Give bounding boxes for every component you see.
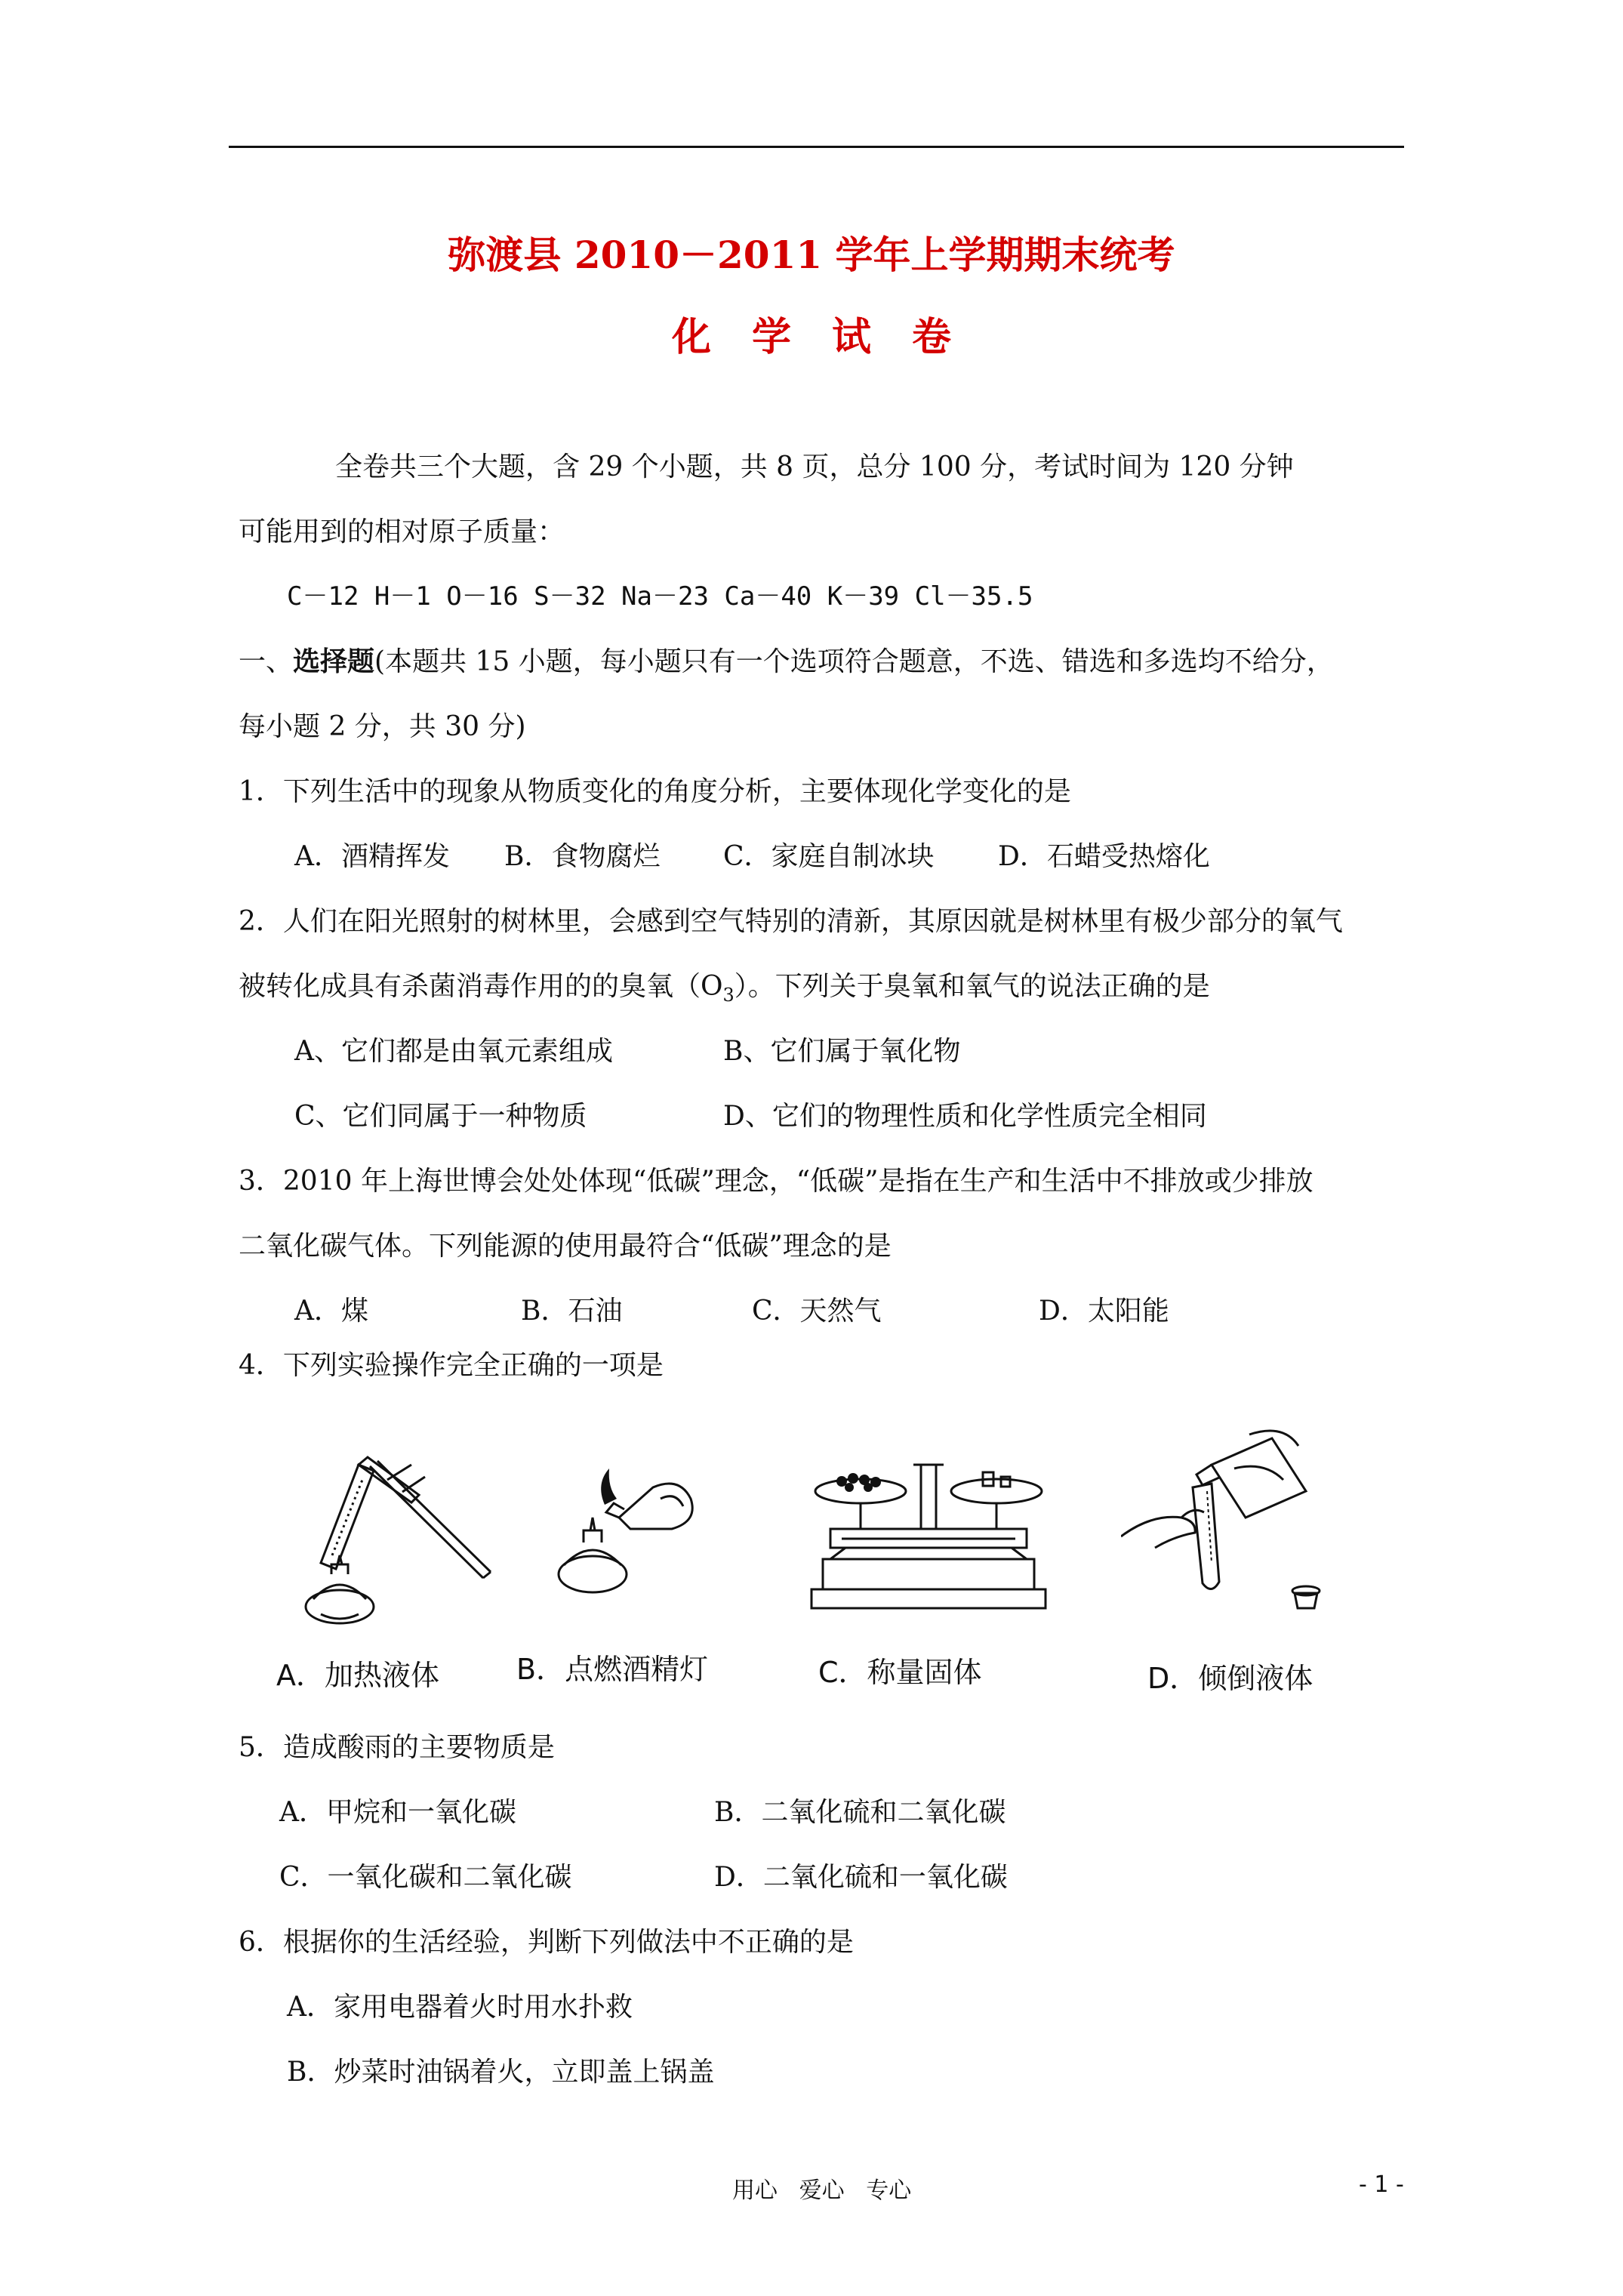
section-rules: (本题共 15 小题，每小题只有一个选项符合题意，不选、错选和多选均不给分， bbox=[374, 646, 1334, 677]
q3-option-a: A．煤 bbox=[294, 1296, 368, 1327]
q1-option-c: C．家庭自制冰块 bbox=[723, 841, 935, 872]
question-3-stem-line2: 二氧化碳气体。下列能源的使用最符合“低碳”理念的是 bbox=[239, 1231, 892, 1262]
q2-option-d: D、它们的物理性质和化学性质完全相同 bbox=[723, 1101, 1207, 1132]
q3-option-b: B．石油 bbox=[521, 1296, 623, 1327]
q4-option-d: D．倾倒液体 bbox=[1147, 1662, 1313, 1695]
question-4-stem: 4．下列实验操作完全正确的一项是 bbox=[239, 1350, 664, 1381]
q1-option-d: D．石蜡受热熔化 bbox=[998, 841, 1210, 872]
figure-pouring-liquid bbox=[1121, 1423, 1340, 1612]
q2-option-a: A、它们都是由氧元素组成 bbox=[294, 1036, 613, 1067]
q3-option-c: C．天然气 bbox=[752, 1296, 882, 1327]
figure-weighing-solid bbox=[808, 1450, 1049, 1616]
question-2-stem-line1: 2．人们在阳光照射的树林里，会感到空气特别的清新，其原因就是树林里有极少部分的氧气 bbox=[239, 906, 1343, 937]
q1-option-a: A．酒精挥发 bbox=[294, 841, 450, 872]
q4-option-b: B．点燃酒精灯 bbox=[516, 1653, 709, 1686]
q5-option-d: D．二氧化硫和一氧化碳 bbox=[714, 1862, 1008, 1893]
exam-subtitle: 化学试卷 bbox=[671, 314, 992, 360]
q2-stem-part2: ）。下列关于臭氧和氧气的说法正确的是 bbox=[734, 971, 1210, 1002]
q5-option-a: A．甲烷和一氧化碳 bbox=[279, 1797, 516, 1828]
section-heading bbox=[239, 640, 1334, 679]
question-5-stem: 5．造成酸雨的主要物质是 bbox=[239, 1732, 555, 1763]
q2-option-b: B、它们属于氧化物 bbox=[723, 1036, 961, 1067]
intro-line: 全卷共三个大题，含 29 个小题，共 8 页，总分 100 分，考试时间为 120 分钟 bbox=[335, 451, 1294, 482]
q6-option-a: A．家用电器着火时用水扑救 bbox=[287, 1992, 633, 2023]
footer-motto: 用心 爱心 专心 bbox=[732, 2177, 912, 2204]
q3-option-d: D．太阳能 bbox=[1039, 1296, 1169, 1327]
section-number: 一、 bbox=[239, 646, 294, 677]
figure-lighting-lamp bbox=[547, 1446, 721, 1604]
q6-option-b: B．炒菜时油锅着火，立即盖上锅盖 bbox=[287, 2057, 715, 2088]
q5-option-b: B．二氧化硫和二氧化碳 bbox=[714, 1797, 1006, 1828]
q2-option-c: C、它们同属于一种物质 bbox=[294, 1101, 587, 1132]
question-1-stem: 1．下列生活中的现象从物质变化的角度分析，主要体现化学变化的是 bbox=[239, 776, 1071, 807]
atomic-mass-list: C－12 H－1 O－16 S－32 Na－23 Ca－40 K－39 Cl－35.5 bbox=[287, 581, 1033, 612]
section-title: 选择题 bbox=[293, 646, 375, 677]
question-6-stem: 6．根据你的生活经验，判断下列做法中不正确的是 bbox=[239, 1927, 854, 1958]
atomic-mass-label: 可能用到的相对原子质量： bbox=[239, 516, 565, 547]
q4-option-a: A．加热液体 bbox=[276, 1659, 439, 1692]
section-scoring: 每小题 2 分，共 30 分) bbox=[239, 711, 526, 742]
page-number: - 1 - bbox=[1359, 2171, 1404, 2198]
header-rule bbox=[229, 146, 1404, 148]
q5-option-c: C．一氧化碳和二氧化碳 bbox=[279, 1862, 572, 1893]
question-3-stem-line1: 3．2010 年上海世博会处处体现“低碳”理念，“低碳”是指在生产和生活中不排放或少排放 bbox=[239, 1166, 1313, 1197]
q1-option-b: B．食物腐烂 bbox=[504, 841, 661, 872]
figure-heating-liquid bbox=[298, 1419, 502, 1631]
q2-stem-part1: 被转化成具有杀菌消毒作用的的臭氧（O bbox=[239, 971, 723, 1002]
exam-title: 弥渡县 2010－2011 学年上学期期末统考 bbox=[448, 233, 1175, 277]
q2-ozone-subscript: 3 bbox=[722, 985, 735, 1006]
question-2-stem-line2 bbox=[239, 965, 1210, 1006]
q4-option-c: C．称量固体 bbox=[818, 1656, 982, 1689]
